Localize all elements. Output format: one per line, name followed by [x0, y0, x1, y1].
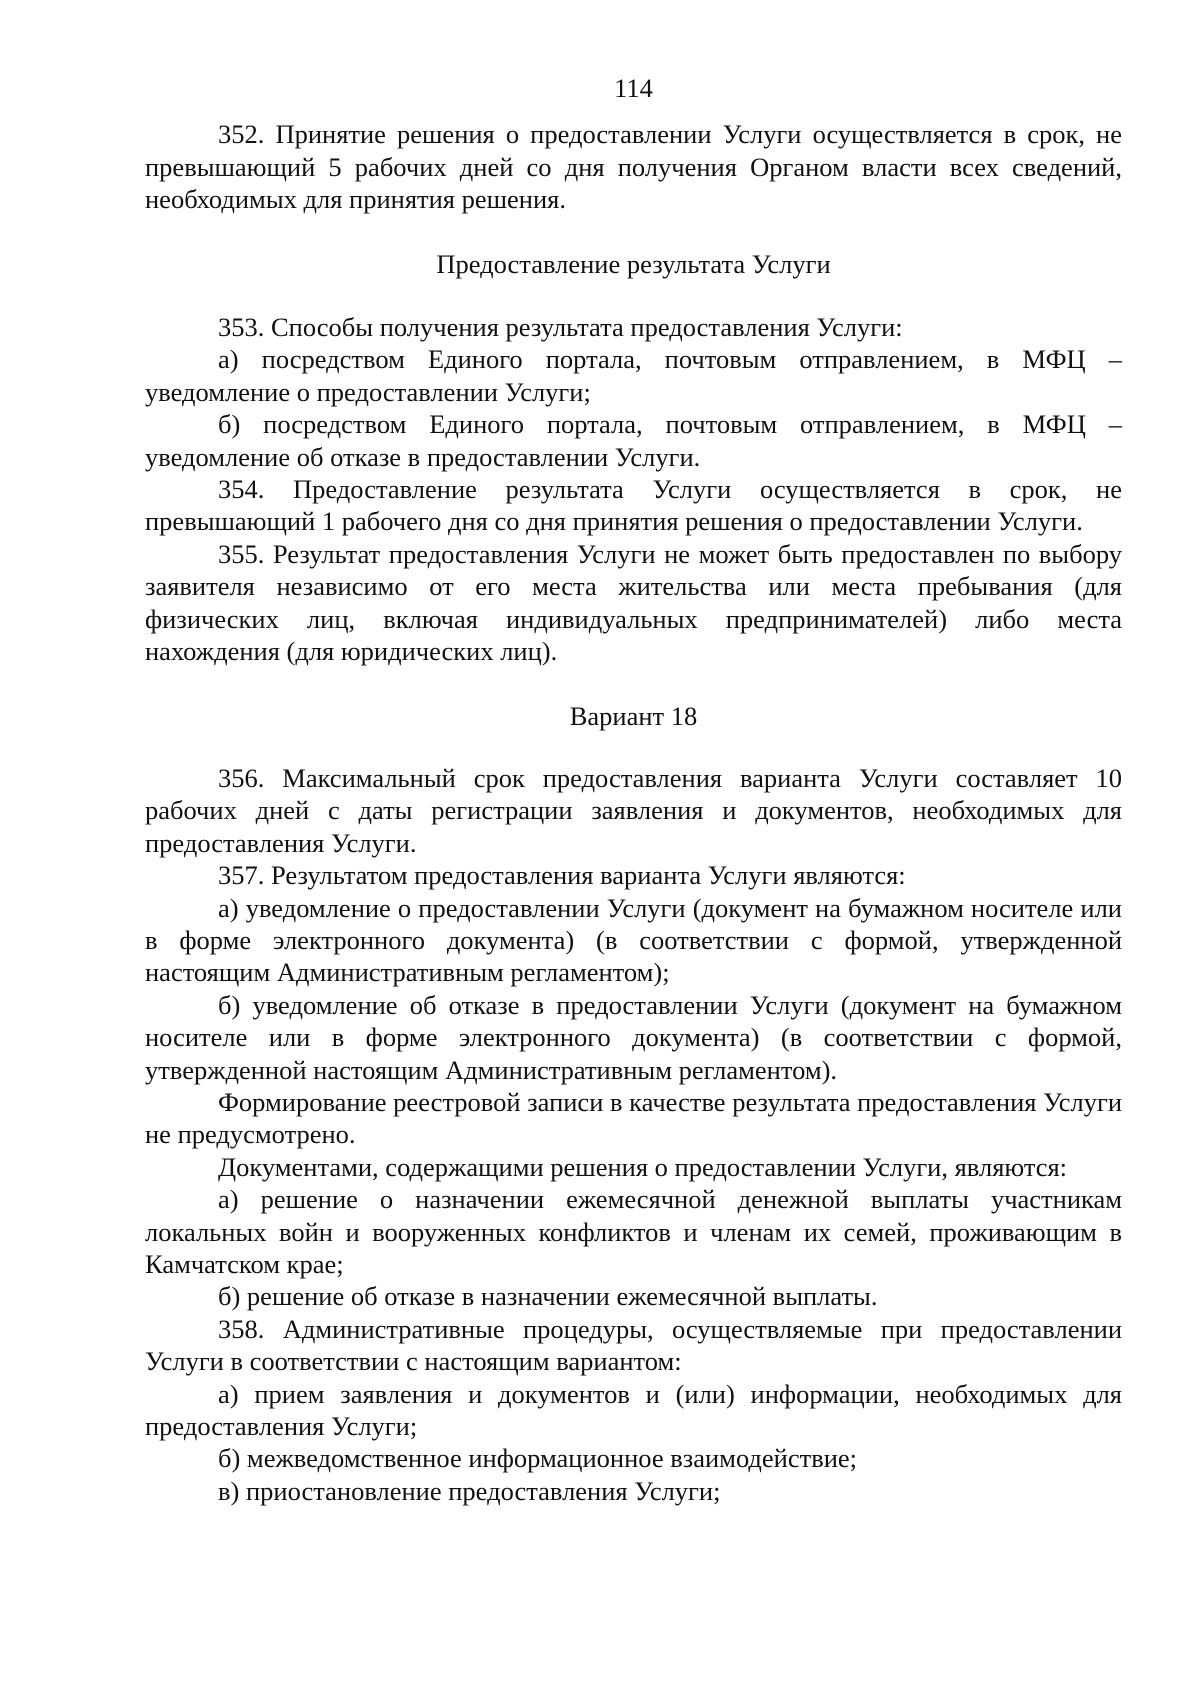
paragraph-358-b: б) межведомственное информационное взаимодействие; [218, 1443, 858, 1474]
paragraph-356: 356. Максимальный срок предоставления варианта Услуги составляет 10 рабочих дней с даты регистрации заявления и документов, необходимых для предоставления Услуги. [145, 762, 1122, 858]
paragraph-357: 357. Результатом предоставления варианта Услуги являются: [218, 860, 906, 891]
paragraph-358: 358. Административные процедуры, осуществляемые при предоставлении Услуги в соответствии с настоящим вариантом: [145, 1313, 1122, 1377]
paragraph-357-b: б) уведомление об отказе в предоставлении Услуги (документ на бумажном носителе или в форме электронного документа) (в соответствии с формой, утвержденной настоящим Административным регламентом). [145, 989, 1122, 1085]
paragraph-decision-docs-b: б) решение об отказе в назначении ежемесячной выплаты. [218, 1281, 878, 1312]
section-heading-variant: Вариант 18 [569, 700, 698, 731]
paragraph-355: 355. Результат предоставления Услуги не может быть предоставлен по выбору заявителя независимо от его места жительства или места пребывания (для физических лиц, включая индивидуальных предпринимателей) либо места нахождения (для юридических лиц). [145, 538, 1122, 667]
page-number: 114 [614, 73, 653, 103]
section-heading-result: Предоставление результата Услуги [436, 248, 831, 279]
document-page [145, 72, 1122, 1507]
paragraph-358-c: в) приостановление предоставления Услуги; [218, 1475, 721, 1506]
paragraph-decision-docs-a: а) решение о назначении ежемесячной денежной выплаты участникам локальных войн и вооруженных конфликтов и членам их семей, проживающим в Камчатском крае; [145, 1184, 1122, 1279]
paragraph-registry: Формирование реестровой записи в качестве результата предоставления Услуги не предусмотрено. [145, 1086, 1122, 1150]
paragraph-353-a: а) посредством Единого портала, почтовым отправлением, в МФЦ – уведомление о предоставлении Услуги; [145, 344, 1122, 407]
paragraph-358-a: а) прием заявления и документов и (или) информации, необходимых для предоставления Услуги; [145, 1378, 1122, 1442]
paragraph-357-a: а) уведомление о предоставлении Услуги (документ на бумажном носителе или в форме электронного документа) (в соответствии с формой, утвержденной настоящим Административным регламентом); [145, 892, 1122, 988]
paragraph-353-b: б) посредством Единого портала, почтовым отправлением, в МФЦ – уведомление об отказе в предоставлении Услуги. [145, 409, 1122, 472]
paragraph-354: 354. Предоставление результата Услуги осуществляется в срок, не превышающий 1 рабочего дня со дня принятия решения о предоставлении Услуги. [145, 474, 1122, 537]
paragraph-352: 352. Принятие решения о предоставлении Услуги осуществляется в срок, не превышающий 5 рабочих дней со дня получения Органом власти всех сведений, необходимых для принятия решения. [145, 119, 1122, 215]
paragraph-353: 353. Способы получения результата предоставления Услуги: [218, 312, 903, 343]
paragraph-decision-docs: Документами, содержащими решения о предоставлении Услуги, являются: [218, 1151, 1068, 1182]
